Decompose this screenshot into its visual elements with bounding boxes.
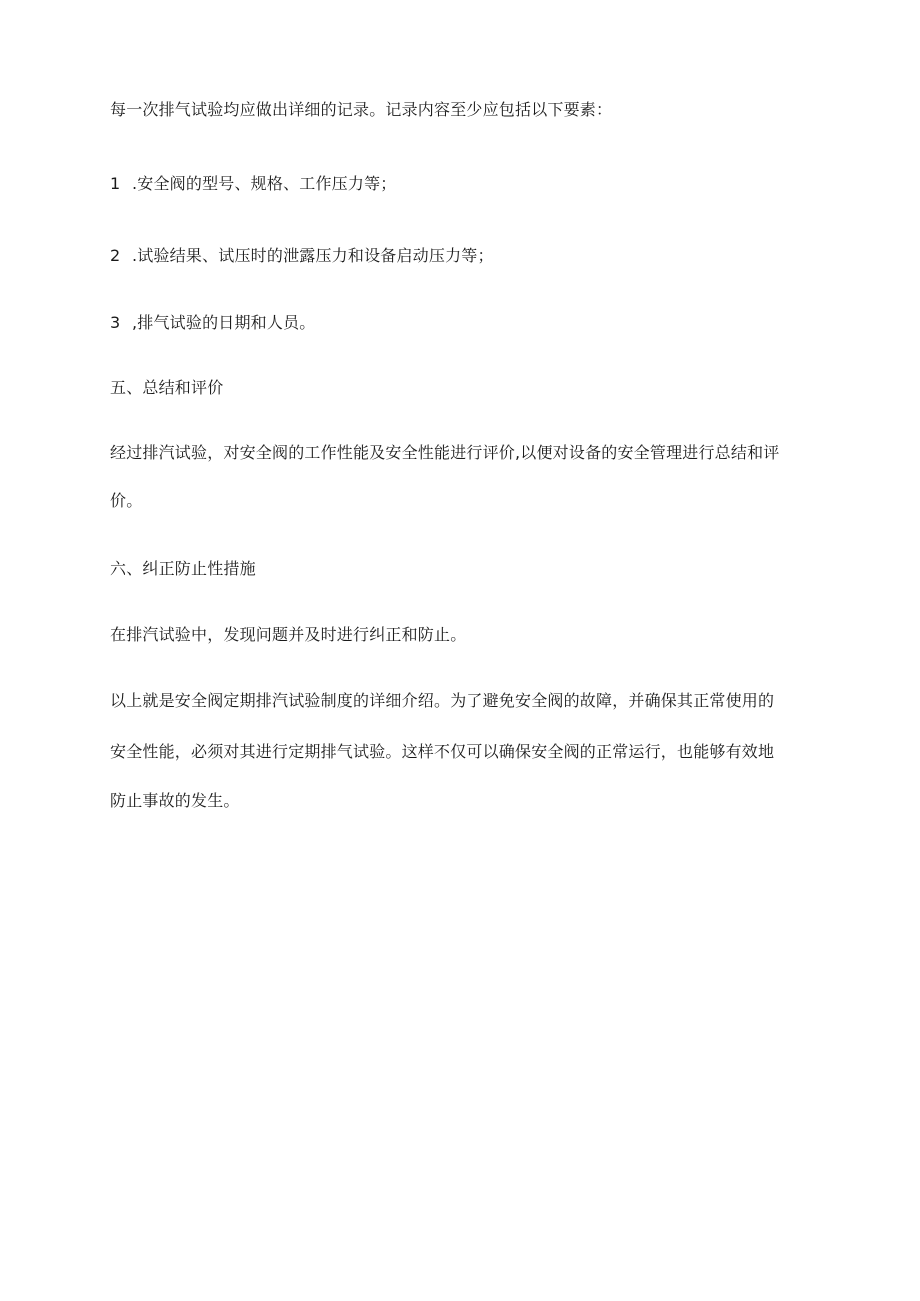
summary-paragraph-line: 经过排汽试验，对安全阀的工作性能及安全性能进行评价,以便对设备的安全管理进行总结和评	[110, 443, 780, 462]
conclusion-paragraph-line: 安全性能，必须对其进行定期排气试验。这样不仅可以确保安全阀的正常运行，也能够有效地	[110, 742, 775, 761]
list-item-text: .安全阀的型号、规格、工作压力等；	[132, 174, 397, 193]
list-item-number: 3	[110, 313, 121, 332]
list-item-text: ,排气试验的日期和人员。	[132, 313, 316, 332]
summary-paragraph-line: 价。	[110, 491, 143, 510]
section-heading-corrective: 六、纠正防止性措施	[110, 559, 256, 578]
conclusion-paragraph-line: 防止事故的发生。	[110, 791, 240, 810]
list-item-number: 2	[110, 246, 121, 265]
conclusion-paragraph-line: 以上就是安全阀定期排汽试验制度的详细介绍。为了避免安全阀的故障，并确保其正常使用的	[110, 691, 775, 710]
corrective-paragraph: 在排汽试验中，发现问题并及时进行纠正和防止。	[110, 625, 467, 644]
section-heading-summary: 五、总结和评价	[110, 378, 224, 397]
list-item-number: 1	[110, 174, 121, 193]
list-item	[110, 173, 397, 195]
intro-paragraph: 每一次排气试验均应做出详细的记录。记录内容至少应包括以下要素：	[110, 100, 613, 119]
list-item	[110, 312, 316, 334]
list-item-text: .试验结果、试压时的泄露压力和设备启动压力等；	[132, 246, 494, 265]
list-item	[110, 245, 494, 267]
